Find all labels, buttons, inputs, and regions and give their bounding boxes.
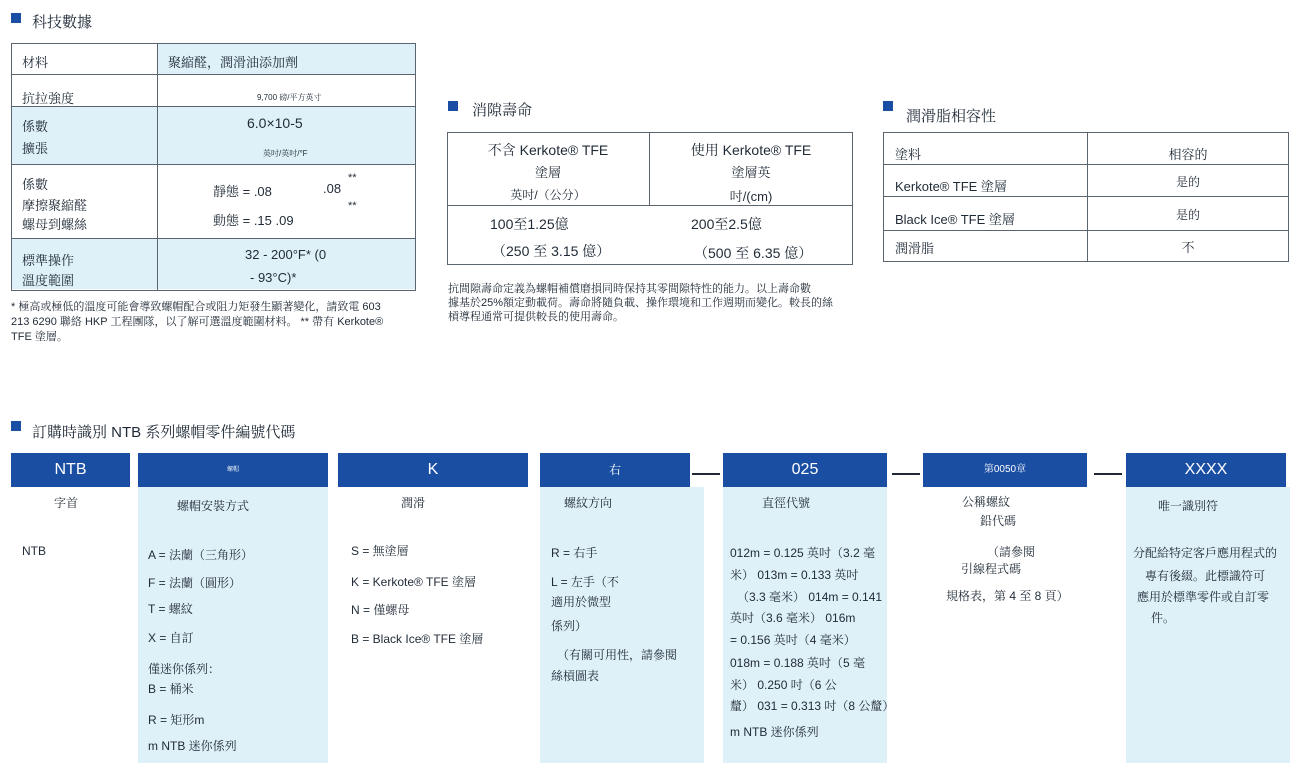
thread-option-note: 絲槓圖表 (551, 669, 600, 683)
spec-tensile-value: 9,700 磅/平方英寸 (257, 93, 322, 102)
divider (11, 164, 416, 165)
tech-data-heading: 科技數據 (32, 14, 93, 31)
diameter-option: = 0.156 英吋（4 毫米） (730, 633, 856, 647)
mount-option: B = 桶米 (148, 682, 194, 696)
spec-footnote-line1: * 極高或極低的溫度可能會導致螺帽配合或阻力矩發生顯著變化，請致電 603 (11, 301, 381, 313)
code-col-header-lube: 潤滑 (400, 496, 425, 510)
divider (883, 196, 1289, 197)
backlash-col1-value2: （250 至 3.15 億） (492, 243, 611, 259)
code-segment-mount: 螺帽 (138, 453, 328, 487)
spec-footnote-line2: 213 6290 聯絡 HKP 工程團隊，以了解可選溫度範圍材料。 ** 帶有 Kerkote® (11, 316, 384, 328)
id-description: 專有後綴。此標識符可 (1145, 569, 1266, 583)
grease-row-compatible: 是的 (1175, 208, 1200, 222)
grease-header-compatible: 相容的 (1168, 147, 1208, 162)
diameter-option-note: m NTB 迷你係列 (730, 725, 819, 739)
backlash-col1-unit: 英吋/（公分） (510, 188, 586, 202)
backlash-heading: 消隙壽命 (472, 102, 533, 119)
diameter-option: 米） 013m = 0.133 英吋 (730, 568, 859, 582)
backlash-col2-title: 使用 Kerkote® TFE (690, 142, 812, 158)
grease-header-coating: 塗料 (895, 147, 922, 162)
spec-friction-label2: 摩擦聚縮醛 (22, 198, 88, 213)
lube-option: B = Black Ice® TFE 塗層 (351, 632, 484, 646)
id-description: 件。 (1151, 611, 1176, 625)
code-separator (1094, 473, 1122, 475)
section-bullet (11, 13, 21, 23)
code-segment-prefix: NTB (11, 453, 130, 487)
spec-static-value-coated: .08 (323, 181, 342, 196)
backlash-note-line3: 槓導程通常可提供較長的使用壽命。 (448, 311, 624, 323)
lead-option: （請參閱 (986, 545, 1035, 559)
mount-option-note: m NTB 迷你係列 (148, 739, 237, 753)
grease-row-compatible: 是的 (1175, 175, 1200, 189)
code-col-header-mount: 螺帽安裝方式 (176, 499, 249, 513)
thread-option: 係列） (551, 619, 588, 633)
divider (883, 164, 1289, 165)
code-segment-lead: 第0050章 (923, 453, 1087, 487)
order-code-heading: 訂購時識別 NTB 系列螺帽零件編號代碼 (32, 424, 296, 441)
thread-option: R = 右手 (551, 546, 598, 560)
code-col-header-lead2: 鉛代碼 (979, 514, 1016, 528)
id-description: 分配給特定客戶應用程式的 (1133, 546, 1278, 560)
spec-expansion-label2: 擴張 (22, 141, 49, 156)
divider (447, 205, 853, 206)
grease-row-coating: 潤滑脂 (895, 241, 935, 256)
divider (883, 230, 1289, 231)
mount-option: F = 法蘭（圓形） (148, 576, 242, 590)
spec-static-stars: ** (348, 172, 357, 184)
backlash-col2-value2: （500 至 6.35 億） (694, 245, 813, 261)
backlash-col2-unit: 吋/(cm) (729, 189, 773, 204)
divider (11, 74, 416, 75)
code-segment-lube: K (338, 453, 528, 487)
lube-option: K = Kerkote® TFE 塗層 (351, 575, 476, 589)
diameter-option: 米） 0.250 吋（6 公 (730, 678, 837, 692)
spec-friction-label1: 係數 (22, 177, 49, 192)
spec-material-label: 材料 (22, 55, 49, 70)
section-bullet (448, 101, 458, 111)
section-bullet (883, 101, 893, 111)
diameter-option: 018m = 0.188 英吋（5 毫 (730, 656, 866, 670)
mount-option: T = 螺紋 (148, 602, 193, 616)
spec-expansion-label1: 係數 (22, 119, 49, 134)
mount-option: A = 法蘭（三角形） (148, 548, 254, 562)
thread-option: 適用於微型 (551, 595, 612, 609)
code-col-header-lead: 公稱螺紋 (961, 495, 1010, 509)
grease-row-coating: Kerkote® TFE 塗層 (895, 179, 1007, 194)
spec-static-value: 靜態 = .08 (213, 184, 272, 199)
lead-option: 引線程式碼 (960, 562, 1021, 576)
backlash-col1-value1: 100至1.25億 (490, 216, 569, 232)
grease-heading: 潤滑脂相容性 (906, 108, 997, 125)
backlash-note-line2: 據基於25%額定動載荷。壽命將隨負載、操作環境和工作週期而變化。較長的絲 (448, 297, 834, 309)
lube-option: N = 僅螺母 (351, 603, 410, 617)
divider (157, 43, 158, 291)
spec-dynamic-value: 動態 = .15 .09 (213, 213, 294, 228)
mount-option: R = 矩形m (148, 713, 205, 727)
spec-friction-label3: 螺母到螺絲 (22, 217, 88, 232)
diameter-option: （3.3 毫米） 014m = 0.141 (737, 590, 883, 604)
id-description: 應用於標準零件或自訂零 (1137, 590, 1270, 604)
lead-option: 規格表，第 4 至 8 頁） (946, 589, 1069, 603)
code-separator (892, 473, 920, 475)
spec-temp-label1: 標準操作 (22, 253, 75, 268)
code-segment-id: XXXX (1126, 453, 1286, 487)
backlash-col2-value1: 200至2.5億 (691, 216, 762, 232)
code-segment-diameter: 025 (723, 453, 887, 487)
code-col-header-id: 唯一識別符 (1157, 499, 1218, 513)
code-col-header-diameter: 直徑代號 (761, 496, 810, 510)
lube-option: S = 無塗層 (351, 544, 409, 558)
spec-temp-value1: 32 - 200°F* (0 (245, 247, 327, 262)
spec-footnote-line3: TFE 塗層。 (11, 331, 68, 343)
thread-option: L = 左手（不 (551, 575, 619, 589)
code-separator (692, 473, 720, 475)
thread-option-note: （有關可用性，請參閱 (557, 648, 678, 662)
mount-option-note: 僅迷你係列： (148, 662, 221, 676)
backlash-col1-title2: 塗層 (534, 165, 561, 180)
spec-expansion-value: 6.0×10-5 (247, 115, 303, 131)
mount-option: X = 自訂 (148, 631, 194, 645)
spec-tensile-label: 抗拉強度 (22, 91, 75, 106)
section-bullet (11, 421, 21, 431)
diameter-option: 012m = 0.125 英吋（3.2 毫 (730, 546, 876, 560)
grease-row-compatible: 不 (1181, 240, 1195, 255)
spec-expansion-unit: 英吋/英吋/°F (263, 149, 308, 158)
code-segment-thread: 右 (540, 453, 690, 487)
backlash-col2-title2: 塗層英 (731, 165, 771, 180)
diameter-option: 英吋（3.6 毫米） 016m (730, 611, 856, 625)
code-col-header-prefix: 字首 (53, 496, 78, 510)
grease-row-coating: Black Ice® TFE 塗層 (895, 212, 1015, 227)
spec-temp-label2: 溫度範圍 (22, 273, 75, 288)
prefix-option: NTB (22, 544, 46, 558)
spec-dynamic-stars: ** (348, 200, 357, 212)
divider (11, 238, 416, 239)
diameter-option: 釐） 031 = 0.313 吋（8 公釐） (730, 699, 895, 713)
code-col-header-thread: 螺紋方向 (563, 496, 612, 510)
spec-temp-value2: - 93°C)* (250, 270, 297, 285)
backlash-note-line1: 抗間隙壽命定義為螺帽補償磨損同時保持其零間隙特性的能力。以上壽命數 (448, 283, 811, 295)
backlash-col1-title: 不含 Kerkote® TFE (487, 142, 609, 158)
spec-material-value: 聚縮醛，潤滑油添加劑 (168, 55, 299, 70)
